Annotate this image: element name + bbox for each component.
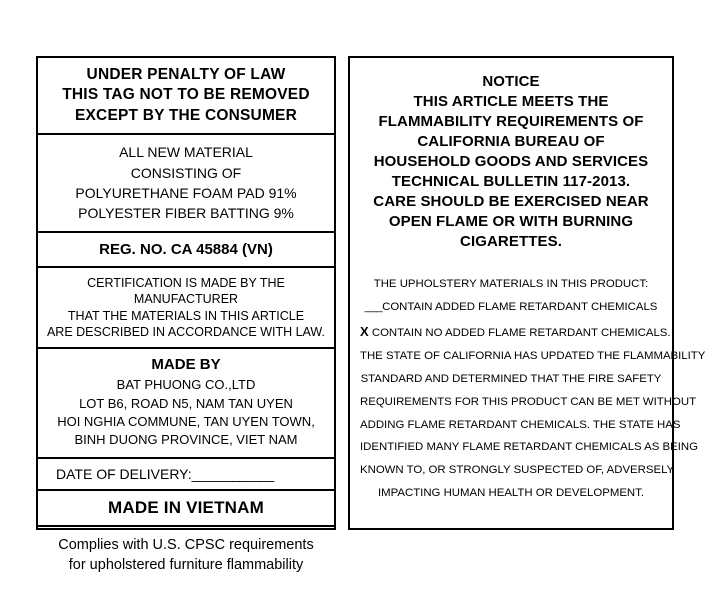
materials-section (38, 135, 334, 232)
notice-title-line-6: TECHNICAL BULLETIN 117-2013. (391, 172, 631, 190)
notice-body-line-6: KNOWN TO, OR STRONGLY SUSPECTED OF, ADVERSELY (360, 464, 675, 477)
left-tag-panel (36, 56, 336, 573)
notice-title-line-9: CIGARETTES. (460, 232, 562, 250)
upholstery-intro-line: THE UPHOLSTERY MATERIALS IN THIS PRODUCT: (373, 278, 649, 291)
penalty-line-3: EXCEPT BY THE CONSUMER (74, 106, 297, 124)
delivery-date-label: DATE OF DELIVERY: (56, 465, 192, 482)
delivery-date-section (38, 459, 334, 491)
manufacturer-line-1: BAT PHUONG CO.,LTD (116, 377, 256, 393)
certification-line-1: CERTIFICATION IS MADE BY THE (87, 276, 285, 291)
manufacturer-line-3: HOI NGHIA COMMUNE, TAN UYEN TOWN, (57, 413, 315, 429)
certification-line-3: THAT THE MATERIALS IN THIS ARTICLE (67, 308, 305, 323)
cpsc-line-2: for upholstered furniture flammability (68, 556, 304, 573)
manufacturer-section (38, 349, 334, 459)
made-by-heading: MADE BY (151, 356, 221, 374)
notice-title-line-5: HOUSEHOLD GOODS AND SERVICES (373, 152, 649, 170)
notice-title-line-2: THIS ARTICLE MEETS THE (413, 92, 609, 110)
notice-title-line-1: NOTICE (482, 73, 540, 90)
notice-body-line-7: IMPACTING HUMAN HEALTH OR DEVELOPMENT. (377, 486, 645, 499)
notice-title-line-4: CALIFORNIA BUREAU OF (417, 132, 605, 150)
penalty-line-1: UNDER PENALTY OF LAW (86, 66, 286, 83)
option-contains-flame-retardants (360, 296, 662, 319)
option-checked-label: CONTAIN NO ADDED FLAME RETARDANT CHEMICALS. (371, 327, 671, 340)
manufacturer-line-2: LOT B6, ROAD N5, NAM TAN UYEN (79, 395, 293, 411)
notice-body-block (360, 273, 706, 504)
notice-body-line-3: REQUIREMENTS FOR THIS PRODUCT CAN BE MET WITHOUT (360, 395, 697, 408)
materials-line-1: ALL NEW MATERIAL (119, 144, 253, 161)
checkbox-x-checked[interactable]: X (360, 324, 369, 340)
notice-body-line-4: ADDING FLAME RETARDANT CHEMICALS. THE STATE HAS (360, 418, 681, 431)
cpsc-line-1: Complies with U.S. CPSC requirements (58, 536, 314, 553)
made-in-country: MADE IN VIETNAM (108, 497, 264, 517)
option-unchecked-label: CONTAIN ADDED FLAME RETARDANT CHEMICALS (382, 301, 658, 314)
certification-line-4: ARE DESCRIBED IN ACCORDANCE WITH LAW. (46, 324, 326, 339)
manufacturer-line-4: BINH DUONG PROVINCE, VIET NAM (74, 432, 298, 448)
certification-section (38, 268, 334, 349)
option-no-flame-retardants (360, 319, 671, 345)
materials-line-2: CONSISTING OF (130, 164, 242, 181)
notice-title-line-8: OPEN FLAME OR WITH BURNING (388, 212, 634, 230)
certification-line-2: MANUFACTURER (133, 292, 239, 307)
materials-line-3: POLYURETHANE FOAM PAD 91% (75, 184, 297, 201)
law-tag-document (36, 56, 706, 573)
notice-title-line-7: CARE SHOULD BE EXERCISED NEAR (373, 192, 649, 210)
notice-body-line-5: IDENTIFIED MANY FLAME RETARDANT CHEMICALS AS BEING (360, 441, 698, 454)
notice-title-block (360, 72, 662, 251)
notice-body-line-1: THE STATE OF CALIFORNIA HAS UPDATED THE FLAMMABILITY (360, 350, 706, 363)
notice-title-line-3: FLAMMABILITY REQUIREMENTS OF (378, 112, 644, 130)
made-in-section (38, 491, 334, 527)
penalty-line-2: THIS TAG NOT TO BE REMOVED (62, 86, 310, 104)
notice-body-line-2: STANDARD AND DETERMINED THAT THE FIRE SAFETY (360, 372, 662, 385)
delivery-date-blank: ____________ (191, 465, 274, 482)
checkbox-blank-unchecked[interactable]: ___ (364, 301, 383, 314)
penalty-section (38, 58, 334, 135)
materials-line-4: POLYESTER FIBER BATTING 9% (78, 205, 294, 222)
registration-section (38, 233, 334, 269)
cpsc-section (38, 527, 334, 584)
registration-number: REG. NO. CA 45884 (VN) (99, 240, 273, 258)
right-notice-panel (348, 56, 706, 530)
